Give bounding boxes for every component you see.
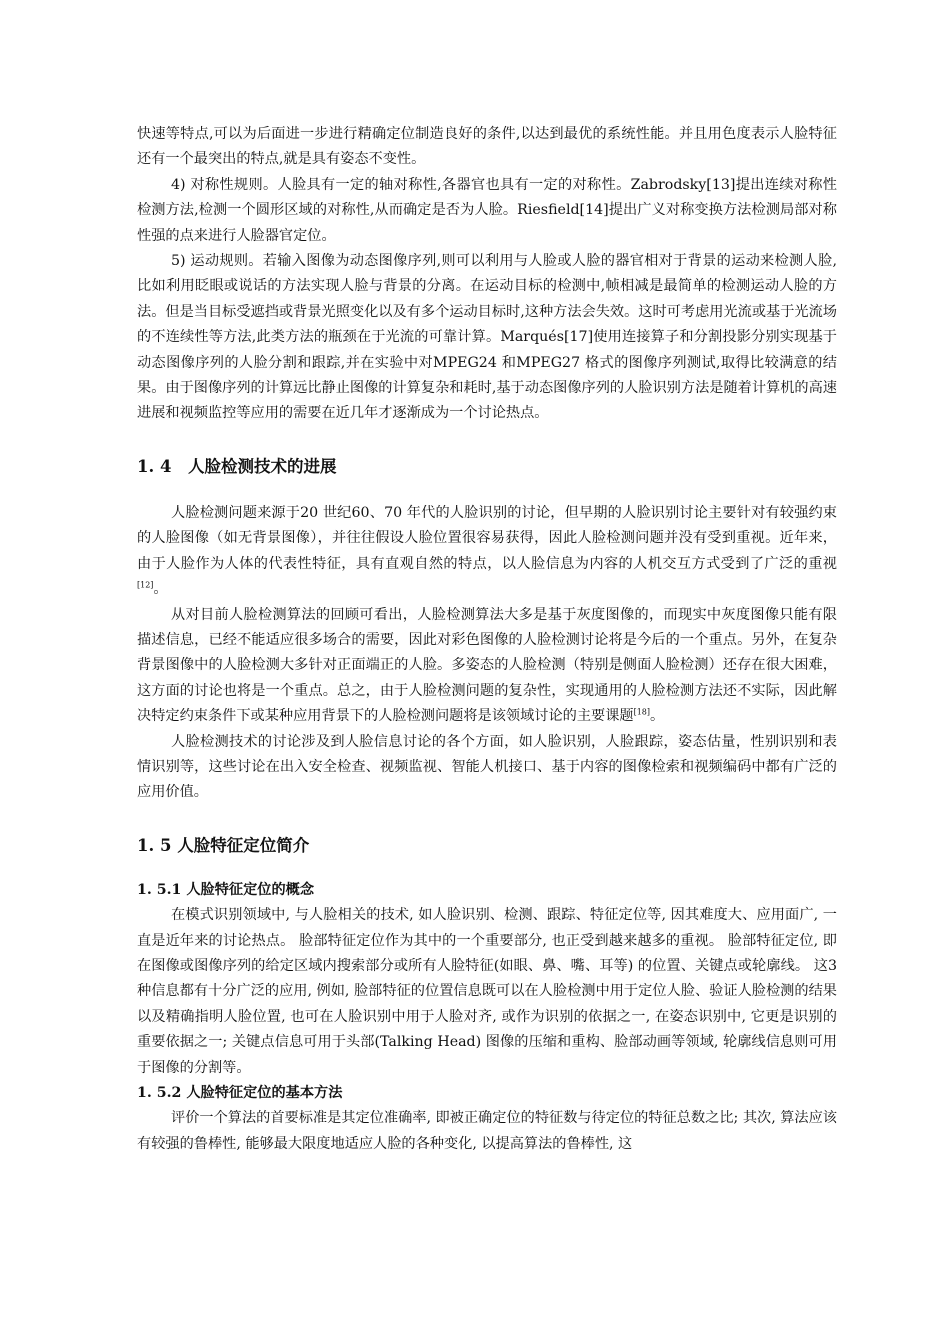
- document-body: [137, 122, 837, 1157]
- paragraph-face-detection-origin: [137, 501, 837, 603]
- section-heading-1-4: 1. 4 人脸检测技术的进展: [137, 456, 337, 476]
- paragraph-end: 。: [650, 708, 665, 725]
- subsection-heading-1-5-1: 1. 5.1 人脸特征定位的概念: [137, 881, 315, 898]
- paragraph-end: 。: [153, 581, 168, 598]
- citation-ref: [12]: [137, 580, 154, 590]
- paragraph-face-detection-review: [137, 603, 837, 730]
- section-heading-1-5: 1. 5 人脸特征定位简介: [137, 835, 310, 855]
- paragraph-feature-location-methods: 评价一个算法的首要标准是其定位准确率, 即被正确定位的特征数与待定位的特征总数之比; 其次, 算法应该有较强的鲁棒性, 能够最大限度地适应人脸的各种变化, 以提高算法的鲁棒性, 这: [137, 1110, 837, 1152]
- paragraph-face-detection-applications: 人脸检测技术的讨论涉及到人脸信息讨论的各个方面，如人脸识别，人脸跟踪，姿态估量，性别识别和表情识别等，这些讨论在出入安全检查、视频监视、智能人机接口、基于内容的图像检索和视频编码中都有广泛的应用价值。: [137, 733, 837, 801]
- paragraph-motion-rule: 5) 运动规则。若输入图像为动态图像序列,则可以利用与人脸或人脸的器官相对于背景的运动来检测人脸,比如利用眨眼或说话的方法实现人脸与背景的分离。在运动目标的检测中,帧相减是最简单的检测运动人脸的方法。但是当目标受遮挡或背景光照变化以及有多个运动目标时,这种方法会失效。这时可考虑用光流或基于光流场的不连续性等方法,此类方法的瓶颈在于光流的可靠计算。Marqués[17]使用连接算子和分割投影分别实现基于动态图像序列的人脸分割和跟踪,并在实验中对MPEG24 和MPEG27 格式的图像序列测试,取得比较满意的结果。由于图像序列的计算远比静止图像的计算复杂和耗时,基于动态图像序列的人脸识别方法是随着计算机的高速进展和视频监控等应用的需要在近几年才逐渐成为一个讨论热点。: [137, 253, 837, 422]
- paragraph-text: 从对目前人脸检测算法的回顾可看出，人脸检测算法大多是基于灰度图像的，而现实中灰度图像只能有限描述信息，已经不能适应很多场合的需要，因此对彩色图像的人脸检测讨论将是今后的一个重点。另外，在复杂背景图像中的人脸检测大多针对正面端正的人脸。多姿态的人脸检测（特别是侧面人脸检测）还存在很大困难，这方面的讨论也将是一个重点。总之，由于人脸检测问题的复杂性，实现通用的人脸检测方法还不实际，因此解决特定约束条件下或某种应用背景下的人脸检测问题将是该领域讨论的主要课题: [137, 606, 837, 725]
- paragraph-symmetry-rule: 4) 对称性规则。人脸具有一定的轴对称性,各器官也具有一定的对称性。Zabrodsky[13]提出连续对称性检测方法,检测一个圆形区域的对称性,从而确定是否为人脸。Riesfield[14]提出广义对称变换方法检测局部对称性强的点来进行人脸器官定位。: [137, 176, 837, 244]
- paragraph-color-rule-end: 快速等特点,可以为后面进一步进行精确定位制造良好的条件,以达到最优的系统性能。并且用色度表示人脸特征还有一个最突出的特点,就是具有姿态不变性。: [137, 126, 837, 168]
- citation-ref: [18]: [633, 707, 650, 717]
- subsection-heading-1-5-2: 1. 5.2 人脸特征定位的基本方法: [137, 1085, 343, 1101]
- paragraph-text: 人脸检测问题来源于20 世纪60、70 年代的人脸识别的讨论，但早期的人脸识别讨论主要针对有较强约束的人脸图像（如无背景图像），并往往假设人脸位置很容易获得，因此人脸检测问题并没有受到重视。近年来，由于人脸作为人体的代表性特征，具有直观自然的特点，以人脸信息为内容的人机交互方式受到了广泛的重视: [137, 504, 837, 572]
- paragraph-feature-location-concept: 在模式识别领域中, 与人脸相关的技术, 如人脸识别、检测、跟踪、特征定位等, 因其难度大、应用面广, 一直是近年来的讨论热点。 脸部特征定位作为其中的一个重要部分, 也正受到越来越多的重视。 脸部特征定位, 即在图像或图像序列的给定区域内搜索部分或所有人脸特征(如眼、鼻、嘴、耳等) 的位置、关键点或轮廓线。 这3 种信息都有十分广泛的应用, 例如, 脸部特征的位置信息既可以在人脸检测中用于定位人脸、验证人脸检测的结果以及精确指明人脸位置, 也可在人脸识别中用于人脸对齐, 或作为识别的依据之一, 在姿态识别中, 它更是识别的重要依据之一; 关键点信息可用于头部(Talking Head) 图像的压缩和重构、脸部动画等领域, 轮廓线信息则可用于图像的分割等。: [137, 907, 837, 1076]
